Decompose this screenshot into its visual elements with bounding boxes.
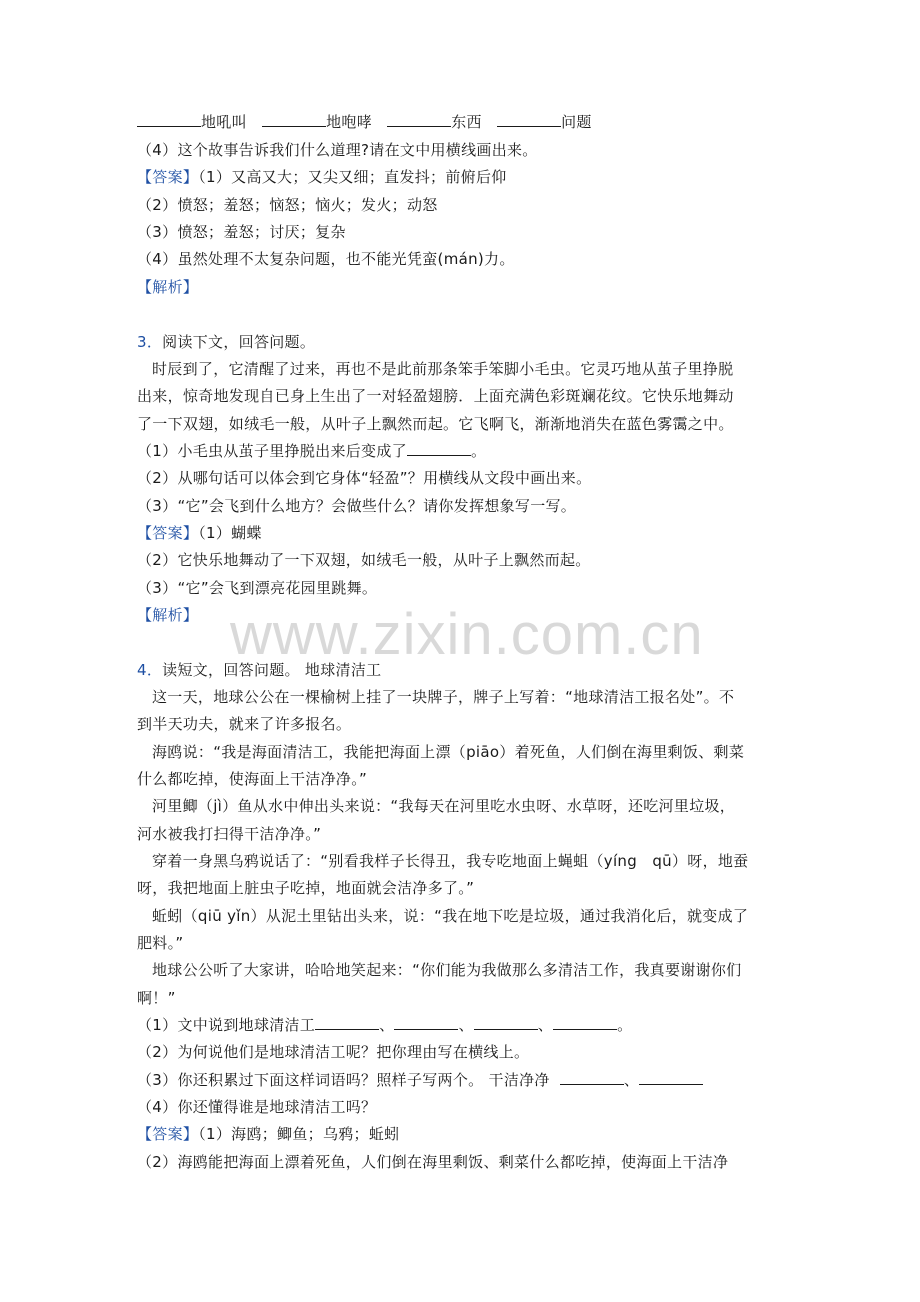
sub-question-end: 。: [617, 1016, 633, 1034]
sub-question: （4）这个故事告诉我们什么道理?请在文中用横线画出来。: [137, 141, 538, 159]
answer-line: [137, 1124, 787, 1144]
answer-line: [137, 523, 787, 543]
blank[interactable]: [560, 1070, 624, 1085]
answer-line: （2）它快乐地舞动了一下双翅，如绒毛一般，从叶子上飘然而起。: [137, 551, 591, 569]
sub-question: （3）你还积累过下面这样词语吗？照样子写两个。 干洁净净 、: [137, 1070, 787, 1090]
sub-question: （1）文中说到地球清洁工 、 、 、 。: [137, 1016, 633, 1034]
passage-line: 穿着一身黑乌鸦说话了：“别看我样子长得丑，我专吃地面上蝇蛆（yíng qū）呀，地蚕: [152, 852, 749, 870]
fill-item: 地咆哮: [326, 113, 373, 131]
answer-line: （2）愤怒；羞怒；恼怒；恼火；发火；动怒: [137, 196, 438, 214]
blank[interactable]: [474, 1015, 538, 1030]
sub-question: [137, 441, 787, 461]
answer-tag: 【答案】: [137, 524, 199, 542]
passage-line: 河水被我打扫得干洁净净。”: [137, 825, 322, 843]
fill-in-line: [137, 112, 787, 132]
passage-line: 呀，我把地面上脏虫子吃掉，地面就会洁净多了。”: [137, 879, 475, 897]
fill-item: 地吼叫: [201, 113, 247, 131]
watermark: www.zixin.com.cn: [230, 602, 704, 667]
blank[interactable]: [262, 112, 326, 127]
fill-item: 问题: [561, 113, 592, 131]
blank[interactable]: [553, 1015, 617, 1030]
analysis-tag: 【解析】: [137, 278, 199, 296]
answer-line: [137, 167, 787, 187]
passage-line: 地球公公听了大家讲，哈哈地笑起来：“你们能为我做那么多清洁工作，我真要谢谢你们: [152, 961, 742, 979]
blank[interactable]: [639, 1070, 703, 1085]
sub-question-end: 。: [470, 442, 487, 460]
sub-question-text: （3）你还积累过下面这样词语吗？照样子写两个。 干洁净净: [137, 1071, 550, 1089]
passage-line: 海鸥说：“我是海面清洁工，我能把海面上漂（piāo）着死鱼，人们倒在海里剩饭、剩菜: [152, 743, 745, 761]
question-header: [137, 660, 787, 680]
sub-question-text: （1）文中说到地球清洁工: [137, 1016, 316, 1034]
passage-line: 蚯蚓（qiū yǐn）从泥土里钻出头来，说：“我在地下吃是垃圾，通过我消化后，就变成了: [152, 907, 749, 925]
answer-line: （3）愤怒；羞怒；讨厌；复杂: [137, 223, 346, 241]
sub-question: （3）“它”会飞到什么地方？会做些什么？请你发挥想象写一写。: [137, 497, 577, 515]
passage-line: 这一天，地球公公在一棵榆树上挂了一块牌子，牌子上写着：“地球清洁工报名处”。不: [152, 688, 735, 706]
fill-item: 东西: [451, 113, 482, 131]
passage-line: 了一下双翅，如绒毛一般，从叶子上飘然而起。它飞啊飞，渐渐地消失在蓝色雾霭之中。: [137, 415, 734, 433]
answer-line: （4）虽然处理不太复杂问题，也不能光凭蛮(mán)力。: [137, 250, 515, 268]
answer-text: （1）蝴蝶: [198, 524, 262, 542]
answer-tag: 【答案】: [137, 168, 199, 186]
sub-question-text: （1）小毛虫从茧子里挣脱出来后变成了: [137, 442, 407, 460]
sub-question: （2）从哪句话可以体会到它身体“轻盈”？用横线从文段中画出来。: [137, 469, 592, 487]
sub-question: （4）你还懂得谁是地球清洁工吗？: [137, 1098, 377, 1116]
sub-question: （2）为何说他们是地球清洁工呢？把你理由写在横线上。: [137, 1043, 530, 1061]
question-prompt: 阅读下文，回答问题。: [162, 333, 316, 351]
passage-line: 到半天功夫，就来了许多报名。: [137, 715, 352, 733]
question-number: 3．: [137, 333, 163, 351]
answer-text: （1）海鸥；鲫鱼；乌鸦；蚯蚓: [198, 1125, 400, 1143]
passage-line: 肥料。”: [137, 934, 184, 952]
blank[interactable]: [407, 441, 471, 456]
passage-line: 什么都吃掉，使海面上干洁净净。”: [137, 770, 368, 788]
answer-text: （1）又高又大；又尖又细；直发抖；前俯后仰: [198, 168, 507, 186]
passage-line: 出来，惊奇地发现自已身上生出了一对轻盈翅膀．上面充满色彩斑斓花纹。它快乐地舞动: [137, 387, 734, 405]
blank[interactable]: [394, 1015, 458, 1030]
question-prompt: 读短文，回答问题。 地球清洁工: [162, 661, 382, 679]
passage-line: 啊！”: [137, 989, 176, 1007]
blank[interactable]: [387, 112, 451, 127]
blank[interactable]: [137, 112, 201, 127]
passage-line: 河里鲫（jì）鱼从水中伸出头来说：“我每天在河里吃水虫呀、水草呀，还吃河里垃圾，: [152, 797, 736, 815]
answer-tag: 【答案】: [137, 1125, 199, 1143]
answer-line: （2）海鸥能把海面上漂着死鱼，人们倒在海里剩饭、剩菜什么都吃掉，使海面上干洁净: [137, 1153, 729, 1171]
analysis-tag: 【解析】: [137, 606, 199, 624]
passage-line: 时辰到了，它清醒了过来，再也不是此前那条笨手笨脚小毛虫。它灵巧地从茧子里挣脱: [152, 360, 734, 378]
answer-line: （3）“它”会飞到漂亮花园里跳舞。: [137, 579, 378, 597]
blank[interactable]: [315, 1015, 379, 1030]
blank[interactable]: [497, 112, 561, 127]
question-number: 4．: [137, 661, 163, 679]
question-header: [137, 332, 787, 352]
